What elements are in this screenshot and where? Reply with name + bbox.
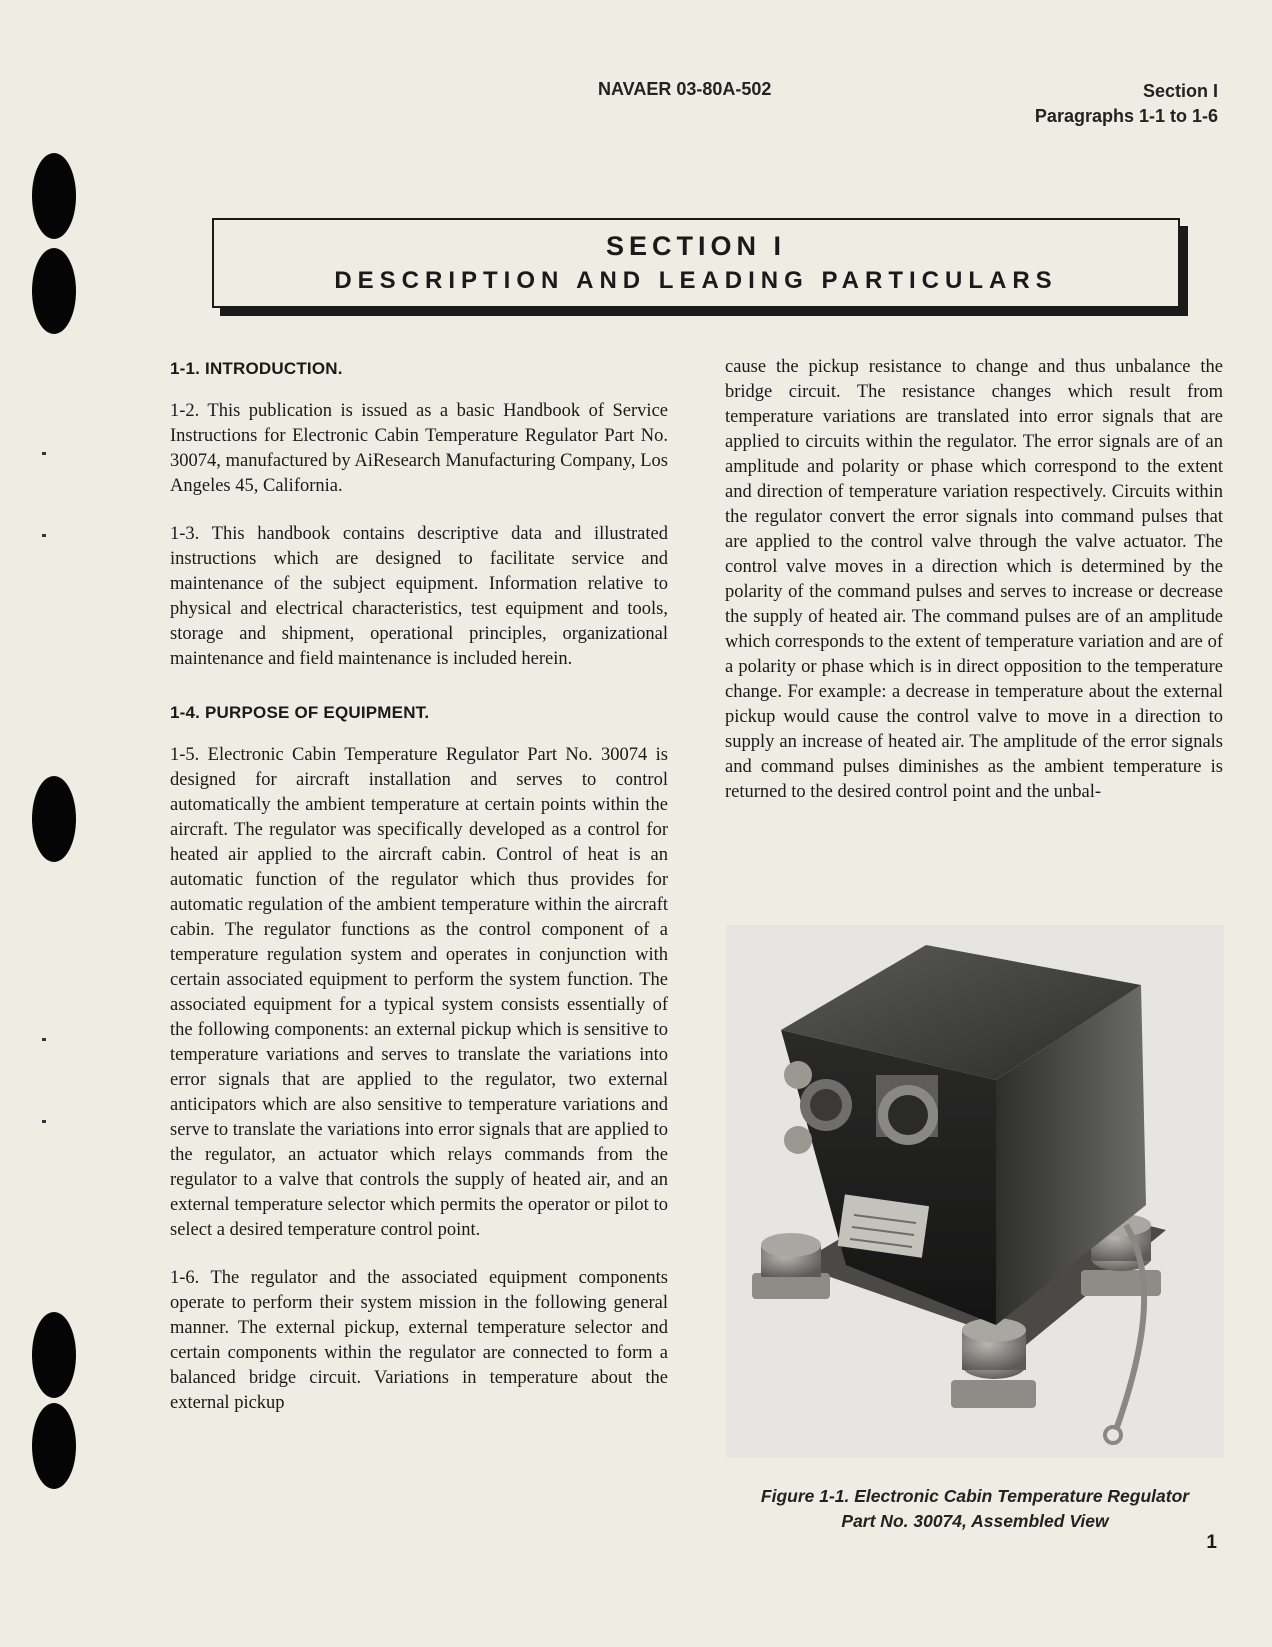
margin-mark <box>42 1038 46 1041</box>
paragraph-1-6-continued: cause the pickup resistance to change and thus unbalance the bridge circuit. The resistance changes which result from temperature variations are translated into error signals that are applied to circuits within the regulator. The error signals are of an amplitude and polarity or phase which correspond to the extent and direction of temperature variation respectively. Circuits within the regulator convert the error signals into command pulses that are applied to the control valve through the valve actuator. The control valve moves in a direction which is determined by the polarity of the command pulses and serves to increase or decrease the supply of heated air. The command pulses are of an amplitude which corresponds to the extent of temperature variation and are of a polarity or phase which is in direct opposition to the temperature change. For example: a decrease in temperature about the external pickup would cause the control valve to move in a direction to supply an increase of heated air. The amplitude of the error signals and command pulses diminishes as the ambient temperature is returned to the desired control point and the unbal- <box>725 357 1223 802</box>
margin-mark <box>42 1120 46 1123</box>
header-section-info <box>1035 79 1218 129</box>
section-heading-box <box>212 218 1180 308</box>
heading-purpose: 1-4. PURPOSE OF EQUIPMENT. <box>170 703 430 722</box>
binder-hole <box>32 1312 76 1398</box>
binder-hole <box>32 153 76 239</box>
shock-mount <box>752 1233 830 1299</box>
section-title: SECTION I <box>605 231 786 261</box>
figure-caption-line-1: Figure 1-1. Electronic Cabin Temperature Regulator <box>760 1486 1190 1506</box>
right-column <box>725 355 1223 828</box>
paragraph-1-5: 1-5. Electronic Cabin Temperature Regulator Part No. 30074 is designed for aircraft installation and serves to control automatically the ambient temperature at certain points within the aircraft. The regulator was specifically developed as a control for heated air applied to the aircraft cabin. Control of heat is an automatic function of the regulator which thus provides for automatic regulation of the ambient temperature within the aircraft cabin. The regulator functions as the control component of a temperature regulation system and operates in conjunction with certain associated equipment to perform the system function. The associated equipment for a typical system consists essentially of the following components: an external pickup which is sensitive to temperature variations and serves to translate the variations into error signals that are applied to the regulator, two external anticipators which are also sensitive to temperature variations and serve to translate the variations into error signals that are applied to the regulator, an actuator which relays commands from the regulator to a valve that controls the supply of heated air, and an external temperature selector which permits the operator or pilot to select a desired temperature control point. <box>170 745 668 1240</box>
figure-caption <box>726 1484 1224 1534</box>
shock-mount <box>951 1318 1036 1408</box>
document-number: NAVAER 03-80A-502 <box>598 79 772 99</box>
section-subtitle: DESCRIPTION AND LEADING PARTICULARS <box>334 267 1058 294</box>
binder-hole <box>32 248 76 334</box>
binder-hole <box>32 1403 76 1489</box>
left-column <box>170 356 668 1439</box>
margin-mark <box>42 534 46 537</box>
paragraph-1-3: 1-3. This handbook contains descriptive data and illustrated instructions which are designed to facilitate service and maintenance of the subject equipment. Information relative to physical and electrical characteristics, test equipment and tools, storage and shipment, operational principles, organizational maintenance and field maintenance is included herein. <box>170 524 668 669</box>
binder-hole <box>32 776 76 862</box>
figure-caption-line-2: Part No. 30074, Assembled View <box>841 1511 1109 1531</box>
figure-photo-regulator <box>726 925 1224 1458</box>
paragraph-1-6: 1-6. The regulator and the associated equipment components operate to perform their system mission in the following general manner. The external pickup, external temperature selector and certain components within the regulator are connected to form a balanced bridge circuit. Variations in temperature about the external pickup <box>170 1268 668 1413</box>
page-number: 1 <box>1206 1532 1217 1553</box>
header-section: Section I <box>1142 81 1218 101</box>
margin-mark <box>42 452 46 455</box>
header-paragraphs: Paragraphs 1-1 to 1-6 <box>1034 106 1218 126</box>
heading-introduction: 1-1. INTRODUCTION. <box>170 359 343 378</box>
regulator-illustration <box>726 925 1224 1458</box>
paragraph-1-2: 1-2. This publication is issued as a basic Handbook of Service Instructions for Electronic Cabin Temperature Regulator Part No. 30074, manufactured by AiResearch Manufacturing Company, Los Angeles 45, California. <box>170 401 668 496</box>
